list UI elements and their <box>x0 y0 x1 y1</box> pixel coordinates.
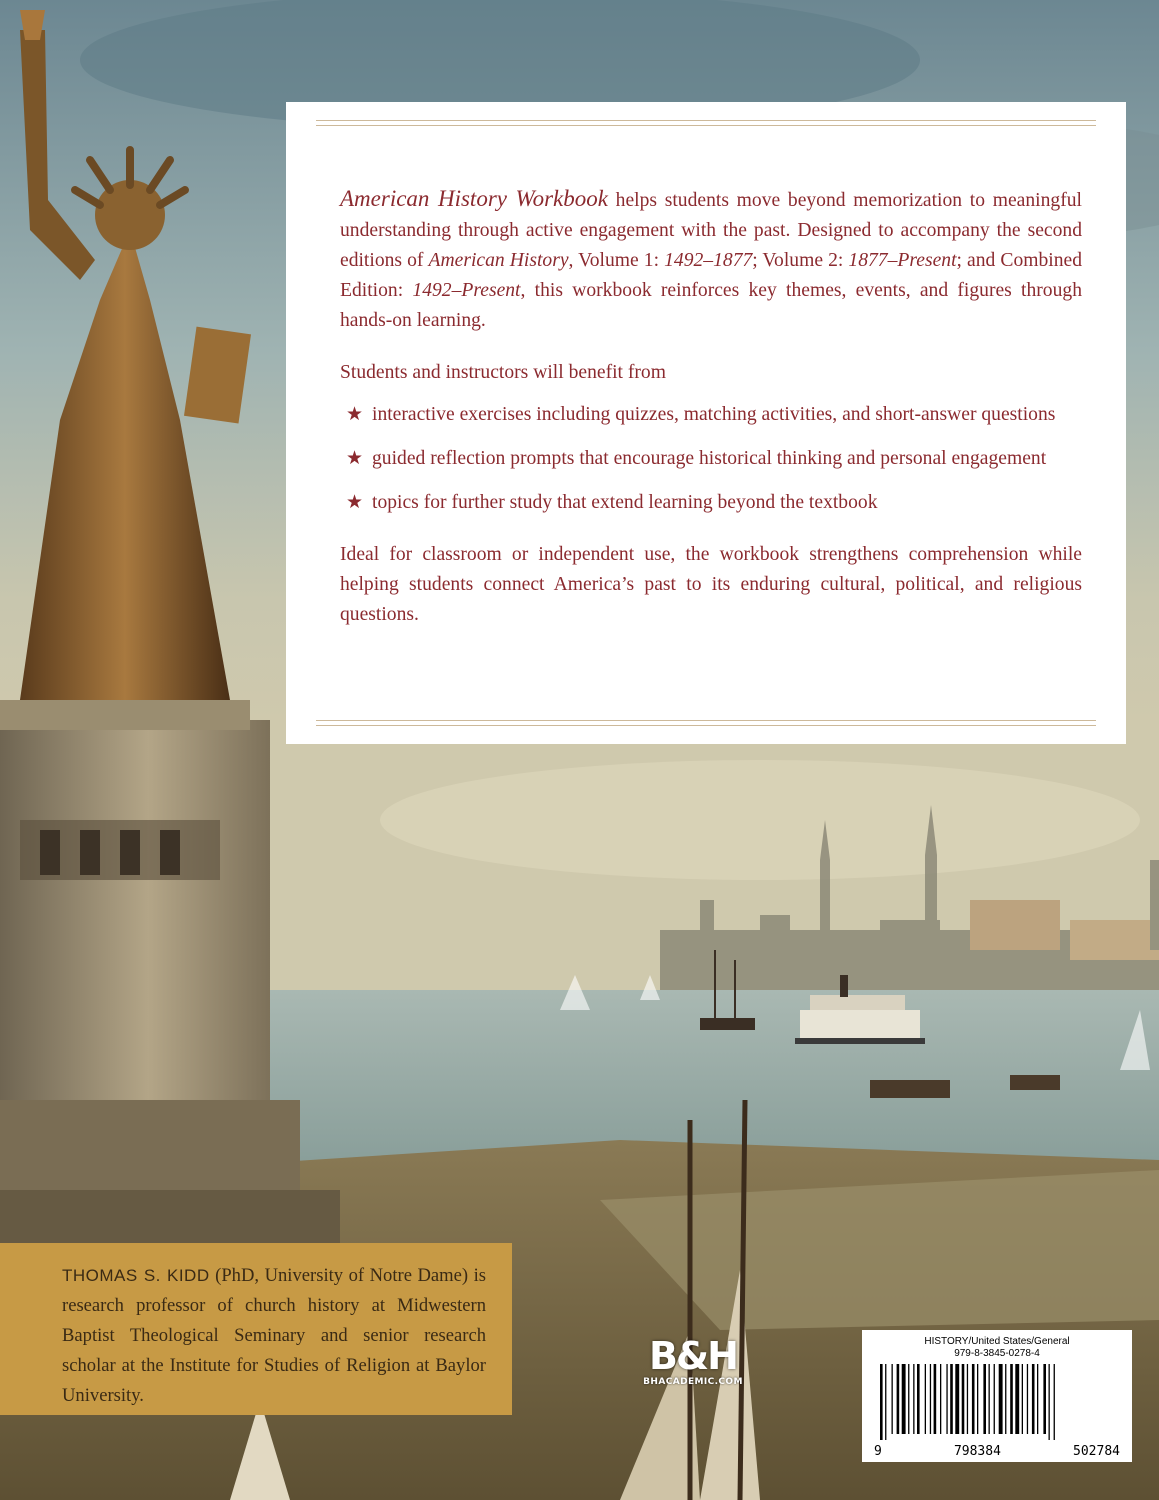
isbn-barcode <box>862 1330 1132 1462</box>
barcode-bar <box>897 1364 900 1434</box>
list-item <box>346 488 1082 518</box>
barcode-bar <box>972 1364 975 1434</box>
barcode-bar <box>1054 1364 1055 1440</box>
barcode-bar <box>1037 1364 1038 1434</box>
barcode-bar <box>999 1364 1003 1434</box>
barcode-bar <box>892 1364 893 1434</box>
intro-vol1-label: , Volume 1: <box>568 250 665 271</box>
barcode-bar <box>1027 1364 1028 1434</box>
barcode-bar <box>950 1364 953 1434</box>
barcode-bar <box>902 1364 906 1434</box>
star-icon: ★ <box>346 448 364 469</box>
barcode-digits <box>872 1445 1122 1459</box>
intro-paragraph <box>340 184 1082 336</box>
barcode-bar <box>1032 1364 1035 1434</box>
author-bio: (PhD, University of Notre Dame) is research professor of church history at Midwestern Baptist Theological Seminary and senior research scholar at the Institute for Studies of Religion at Baylor University. <box>62 1265 486 1406</box>
bisac-category: HISTORY/United States/General <box>924 1336 1070 1347</box>
barcode-bar <box>908 1364 909 1434</box>
author-name: THOMAS S. KIDD <box>62 1266 210 1285</box>
barcode-bar <box>1015 1364 1019 1434</box>
benefit-text: topics for further study that extend learning beyond the textbook <box>372 492 878 513</box>
benefit-text: guided reflection prompts that encourage historical thinking and personal engagement <box>372 448 1047 469</box>
barcode-bar <box>1022 1364 1023 1434</box>
intro-vol2-range: 1877–Present <box>848 250 957 271</box>
barcode-bar <box>940 1364 941 1434</box>
author-bio-box <box>0 1243 512 1415</box>
barcode-bar <box>925 1364 926 1434</box>
list-item <box>346 444 1082 474</box>
barcode-bar <box>946 1364 947 1434</box>
barcode-bar <box>955 1364 959 1434</box>
barcode-digit-group-1: 798384 <box>953 1444 1001 1459</box>
barcode-bars <box>872 1364 1122 1440</box>
intro-text: helps students move beyond memorization to meaningful understanding through active engagement with the past. Designed to accompany the second editions of <box>340 190 1082 271</box>
barcode-bar <box>1049 1364 1050 1440</box>
barcode-digit-group-2: 502784 <box>1073 1444 1120 1459</box>
panel-rule-top-inner <box>316 125 1096 126</box>
barcode-bar <box>989 1364 990 1434</box>
benefits-list <box>340 400 1082 518</box>
barcode-bar <box>930 1364 931 1434</box>
description-text <box>340 184 1082 652</box>
barcode-bar <box>1043 1364 1046 1434</box>
benefit-text: interactive exercises including quizzes, matching activities, and short-answer questions <box>372 404 1056 425</box>
intro-vol2-label: ; Volume 2: <box>752 250 849 271</box>
barcode-bar <box>880 1364 883 1440</box>
barcode-bar <box>1010 1364 1013 1434</box>
benefits-lead: Students and instructors will benefit from <box>340 362 666 383</box>
panel-rule-bottom-inner <box>316 720 1096 721</box>
barcode-bar <box>885 1364 886 1440</box>
publisher-logo-mark: B&H <box>649 1334 737 1378</box>
barcode-bar <box>977 1364 978 1434</box>
star-icon: ★ <box>346 492 364 513</box>
barcode-bar <box>1005 1364 1006 1434</box>
barcode-bar <box>983 1364 986 1434</box>
panel-rule-bottom <box>316 725 1096 726</box>
barcode-bar <box>967 1364 968 1434</box>
barcode-bar <box>934 1364 937 1434</box>
intro-book-title: American History <box>428 250 569 271</box>
panel-rule-top <box>316 120 1096 121</box>
star-icon: ★ <box>346 404 364 425</box>
intro-end: , this workbook reinforces key themes, events, and figures through hands-on learning. <box>340 280 1082 331</box>
closing-paragraph: Ideal for classroom or independent use, the workbook strengthens comprehension while helping students connect America’s past to its enduring cultural, political, and religious questions. <box>340 544 1082 625</box>
intro-combined-range: 1492–Present <box>412 280 521 301</box>
publisher-logo <box>634 1334 752 1387</box>
barcode-bar <box>913 1364 914 1434</box>
publisher-url: BHACADEMIC.COM <box>643 1377 743 1387</box>
intro-combined-label: ; and Combined Edition: <box>340 250 1083 301</box>
workbook-title: American History Workbook <box>340 186 608 211</box>
isbn-number: 979-8-3845-0278-4 <box>954 1348 1040 1359</box>
barcode-bar <box>917 1364 920 1434</box>
barcode-digit-lead: 9 <box>874 1444 882 1459</box>
intro-vol1-range: 1492–1877 <box>664 250 753 271</box>
list-item <box>346 400 1082 430</box>
barcode-bar <box>962 1364 965 1434</box>
barcode-bar <box>994 1364 995 1434</box>
description-panel <box>286 102 1126 744</box>
